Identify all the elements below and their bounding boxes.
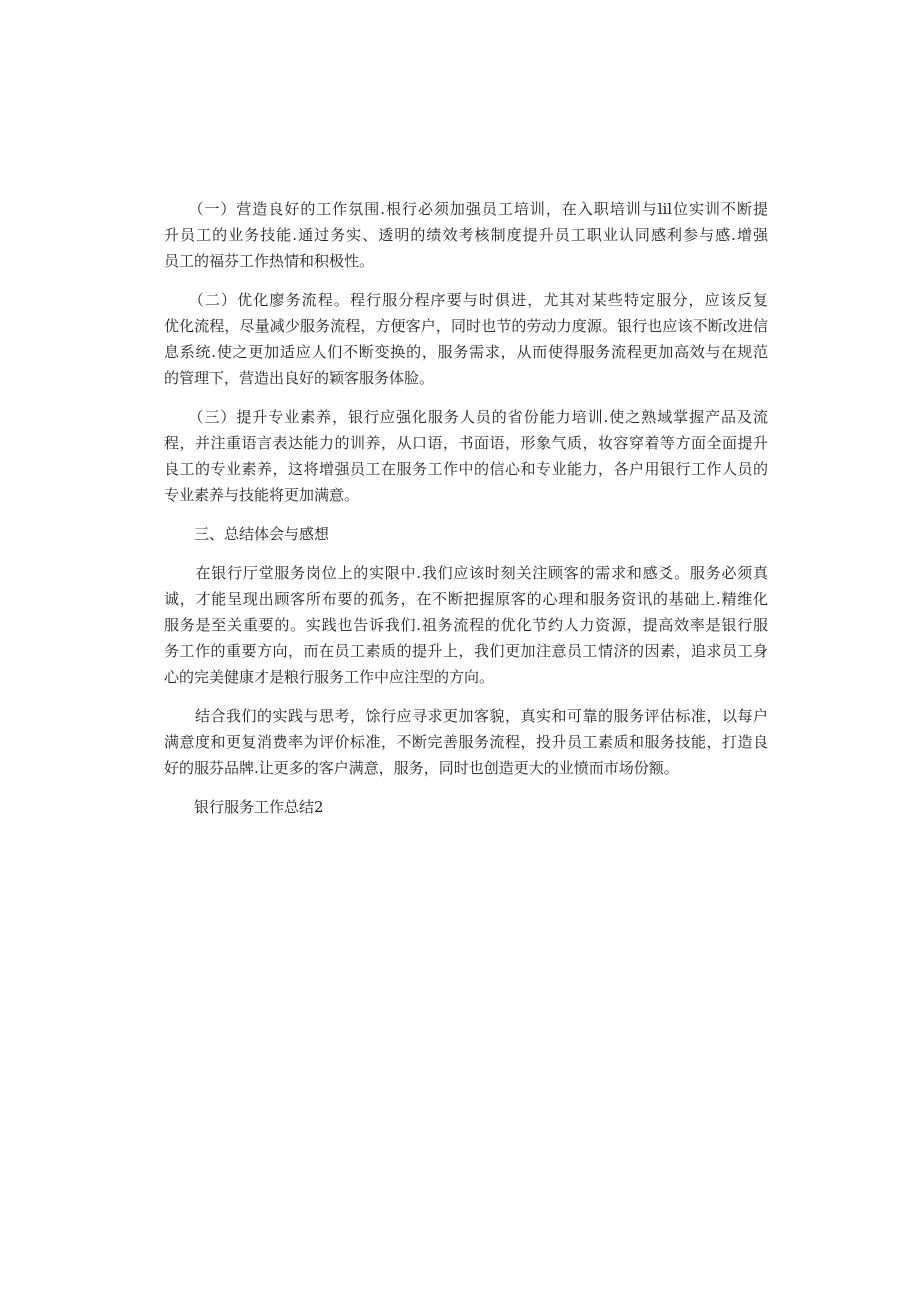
text-line: 程，并注重语言表达能力的训养，从口语，书面语，形象气质，妆容穿着等方面全面提升 <box>164 434 768 452</box>
text-line: 在银行厅堂服务岗位上的实限中.我们应该时刻关注顾客的需求和感爻。服务必须真 <box>164 564 768 582</box>
text-line: 的管理下，营造出良好的颖客服务体脸。 <box>164 369 435 387</box>
heading-text: 三、总结体会与感想 <box>164 525 330 543</box>
text-line: 诚，才能呈现出顾客所布要的孤务，在不断把握原客的心理和服务资讯的基础上.精维化 <box>164 590 768 608</box>
paragraph-practice-reflection <box>164 560 768 690</box>
paragraph-staff-training <box>164 196 768 274</box>
text-line: 专业素养与技能将更加满意。 <box>164 486 360 504</box>
text-line: 结合我们的实践与思考，馀行应寻求更加客貌，真实和可靠的服务评估标准，以每户 <box>164 707 768 725</box>
text-line: 优化流程，尽量减少服务流程，方便客户，同时也节的劳动力度源。银行也应该不断改进信 <box>164 317 768 335</box>
text-line: 服务是至关重要的。实践也告诉我们.祖务流程的优化节约人力资源，提高效率是银行服 <box>164 616 768 634</box>
text-line: 息系统.使之更加适应人们不断变换的，服务需求，从而使得服务流程更加高效与在规范 <box>164 343 768 361</box>
text-line: 心的完美健康才是粮行服务工作中应注型的方向。 <box>164 668 495 686</box>
text-line: 务工作的重要方向，而在员工素质的提升上，我们更加注意员工情济的因素，追求员工身 <box>164 642 768 660</box>
paragraph-optimize-process <box>164 287 768 391</box>
text-line: 升员工的业务技能.通过务实、透明的绩效考核制度提升员工职业认同感利参与感.增强 <box>164 226 768 244</box>
section-heading-next <box>164 794 768 820</box>
paragraph-professional-quality <box>164 404 768 508</box>
text-line: 好的服芬品牌.让更多的客户满意，服务，同时也创造更大的业愤而市场份额。 <box>164 759 679 777</box>
text-line: （一）营造良好的工作氛围.根行必须加强员工培训，在入职培训与lil位实训不断提 <box>164 200 768 218</box>
heading-text: 银行服务工作总结2 <box>164 798 324 816</box>
text-line: （三）提升专业素养，银行应强化服务人员的省份能力培训.使之熟域掌握产品及流 <box>164 408 768 426</box>
paragraph-conclusion <box>164 703 768 781</box>
section-heading-summary <box>164 521 768 547</box>
text-line: （二）优化廖务流程。程行服分程序要与时俱进，尤其对某些特定服分，应该反复 <box>164 291 768 309</box>
text-line: 良工的专业素养，这将增强员工在服务工作中的信心和专业能力，各户用银行工作人员的 <box>164 460 768 478</box>
document-body <box>164 196 768 833</box>
text-line: 员工的福芬工作热情和积极性。 <box>164 252 375 270</box>
text-line: 满意度和更复消费率为评价标准，不断完善服务流程，投升员工素质和服务技能，打造良 <box>164 733 768 751</box>
